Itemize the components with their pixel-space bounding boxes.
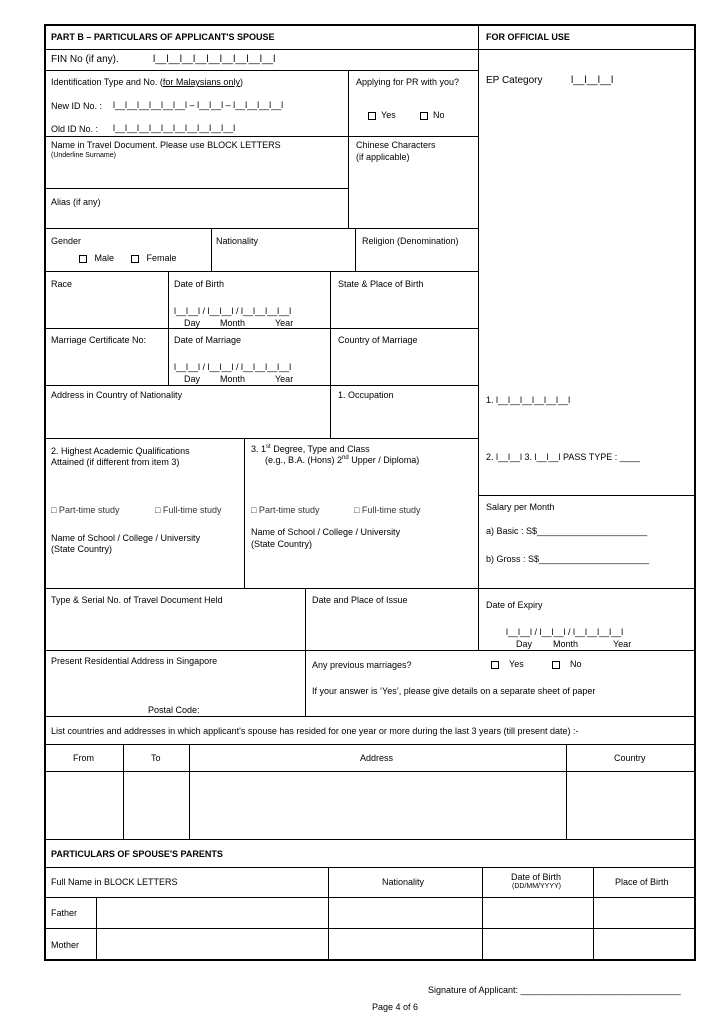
residential-label: Present Residential Address in Singapore <box>51 656 218 666</box>
academic-line2: Attained (if different from item 3) <box>51 457 180 467</box>
col-country: Country <box>614 753 646 763</box>
parents-col-dob-format: (DD/MM/YYYY) <box>512 883 561 890</box>
col-to: To <box>151 753 161 763</box>
countries-label: List countries and addresses in which applicant's spouse has resided for one year or more during the last 3 years (till present date) :- <box>51 726 579 736</box>
parents-col-nationality: Nationality <box>382 877 425 887</box>
official-use-title: FOR OFFICIAL USE <box>486 32 570 42</box>
dom-label: Date of Marriage <box>174 335 242 345</box>
parents-col-place: Place of Birth <box>615 877 669 887</box>
id-type-label: Identification Type and No. (for Malaysians only) <box>51 77 243 87</box>
degree-full-time[interactable]: □ Full-time study <box>354 505 421 515</box>
pr-yes[interactable]: Yes <box>368 110 396 120</box>
male-checkbox[interactable] <box>79 255 87 263</box>
salary-gross[interactable]: b) Gross : S$______________________ <box>486 554 650 564</box>
travel-doc-label: Type & Serial No. of Travel Document Held <box>51 595 223 605</box>
pr-yes-checkbox[interactable] <box>368 112 376 120</box>
pr-no-checkbox[interactable] <box>420 112 428 120</box>
parents-col-dob: Date of Birth <box>511 872 562 882</box>
dob-month: Month <box>220 318 246 328</box>
old-id-label: Old ID No. : <box>51 124 99 134</box>
dob-day: Day <box>184 318 201 328</box>
pr-no[interactable]: No <box>420 110 445 120</box>
dob-boxes[interactable]: l__l__l / l__l__l / l__l__l__l__l <box>174 306 292 316</box>
part-b-title: PART B – PARTICULARS OF APPLICANT'S SPOUSE <box>51 32 275 42</box>
female-checkbox[interactable] <box>131 255 139 263</box>
marriages-label: Any previous marriages? <box>312 660 412 670</box>
expiry-label: Date of Expiry <box>486 600 543 610</box>
expiry-year: Year <box>613 639 632 649</box>
old-id-boxes[interactable]: l__l__l__l__l__l__l__l__l__l__l <box>113 123 236 133</box>
dob-year: Year <box>275 318 294 328</box>
issue-label: Date and Place of Issue <box>312 595 408 605</box>
new-id-boxes[interactable]: l__l__l__l__l__l__l – l__l__l – l__l__l__l__l <box>113 100 284 110</box>
expiry-day: Day <box>516 639 533 649</box>
col-from: From <box>73 753 94 763</box>
postal-code-label: Postal Code: <box>148 705 200 715</box>
race-label: Race <box>51 279 73 289</box>
marriages-no[interactable]: No <box>552 659 582 669</box>
pr-label: Applying for PR with you? <box>356 77 460 87</box>
gender-male[interactable]: Male <box>79 253 114 263</box>
marriages-yes[interactable]: Yes <box>491 659 524 669</box>
official-code-1[interactable]: 1. l__l__l__l__l__l__l <box>486 395 571 405</box>
parent-row-mother: Mother <box>51 940 80 950</box>
marriages-note: If your answer is ‘Yes’, please give details on a separate sheet of paper <box>312 686 596 696</box>
col-address: Address <box>360 753 394 763</box>
academic-part-time[interactable]: □ Part-time study <box>51 505 120 515</box>
marriage-cert-label: Marriage Certificate No: <box>51 335 147 345</box>
country-marriage-label: Country of Marriage <box>338 335 418 345</box>
signature-line[interactable]: Signature of Applicant: ________________________________ <box>428 985 681 995</box>
religion-label: Religion (Denomination) <box>362 236 459 246</box>
chinese-label: Chinese Characters <box>356 140 436 150</box>
official-code-2[interactable]: 2. l__l__l 3. l__l__l PASS TYPE : ____ <box>486 452 640 462</box>
alias-label: Alias (if any) <box>51 197 101 207</box>
name-label: Name in Travel Document. Please use BLOCK LETTERS <box>51 140 281 150</box>
dom-month: Month <box>220 374 246 384</box>
occupation-label: 1. Occupation <box>338 390 394 400</box>
salary-label: Salary per Month <box>486 502 555 512</box>
degree-line2: (e.g., B.A. (Hons) 2nd Upper / Diploma) <box>265 455 420 465</box>
chinese-note: (if applicable) <box>356 152 410 162</box>
name-note: (Underline Surname) <box>51 152 116 159</box>
gender-female[interactable]: Female <box>131 253 177 263</box>
state-birth-label: State & Place of Birth <box>338 279 424 289</box>
marriages-yes-checkbox[interactable] <box>491 661 499 669</box>
degree-part-time[interactable]: □ Part-time study <box>251 505 320 515</box>
page-number: Page 4 of 6 <box>372 1002 419 1012</box>
ep-category-label: EP Category <box>486 75 543 86</box>
marriages-no-checkbox[interactable] <box>552 661 560 669</box>
academic-full-time[interactable]: □ Full-time study <box>155 505 222 515</box>
gender-label: Gender <box>51 236 82 246</box>
dom-boxes[interactable]: l__l__l / l__l__l / l__l__l__l__l <box>174 362 292 372</box>
expiry-month: Month <box>553 639 579 649</box>
dom-year: Year <box>275 374 294 384</box>
fin-label: FIN No (if any). <box>51 54 119 65</box>
new-id-label: New ID No. : <box>51 101 103 111</box>
degree-school-line1: Name of School / College / University <box>251 527 401 537</box>
academic-school-line2: (State Country) <box>51 544 113 554</box>
dob-label: Date of Birth <box>174 279 225 289</box>
academic-school-line1: Name of School / College / University <box>51 533 201 543</box>
dom-day: Day <box>184 374 201 384</box>
nationality-label: Nationality <box>216 236 259 246</box>
academic-line1: 2. Highest Academic Qualifications <box>51 446 190 456</box>
degree-line1: 3. 1st Degree, Type and Class <box>251 444 370 454</box>
ep-category-boxes[interactable]: l__l__l__l <box>571 75 614 86</box>
address-nationality-label: Address in Country of Nationality <box>51 390 183 400</box>
expiry-boxes[interactable]: l__l__l / l__l__l / l__l__l__l__l <box>506 627 624 637</box>
degree-school-line2: (State Country) <box>251 539 313 549</box>
salary-basic[interactable]: a) Basic : S$______________________ <box>486 526 648 536</box>
fin-boxes[interactable]: l__l__l__l__l__l__l__l__l__l <box>153 54 276 65</box>
parents-title: PARTICULARS OF SPOUSE'S PARENTS <box>51 849 223 859</box>
parents-col-name: Full Name in BLOCK LETTERS <box>51 877 178 887</box>
parent-row-father: Father <box>51 908 78 918</box>
